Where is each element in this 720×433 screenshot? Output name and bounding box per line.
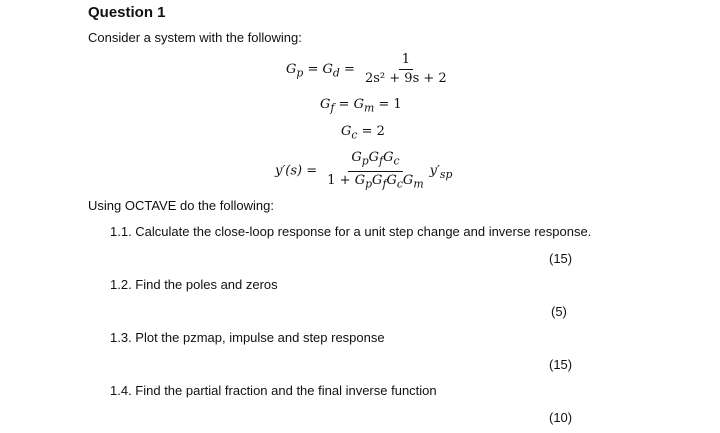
fraction-numerator: 1 bbox=[399, 52, 413, 70]
equation-plant-disturbance: $G_p = G_d$ = $\frac{1}{\text{2s² + 9s + 2}}$ bbox=[286, 52, 453, 87]
fraction-transfer bbox=[362, 52, 450, 87]
fraction-closed-loop bbox=[324, 150, 426, 192]
question-title: Question 1 bbox=[88, 4, 166, 21]
instructions-heading: Using OCTAVE do the following: bbox=[88, 198, 274, 213]
fraction-denominator: 2s² + 9s + 2 bbox=[364, 71, 447, 86]
task-item: 1.1. Calculate the close-loop response for a unit step change and inverse response. bbox=[110, 224, 592, 239]
task-marks: (15) bbox=[549, 357, 573, 372]
question-intro: Consider a system with the following: bbox=[88, 30, 302, 45]
task-marks: (5) bbox=[551, 304, 567, 319]
task-item: 1.4. Find the partial fraction and the final inverse function bbox=[110, 383, 437, 398]
task-item: 1.2. Find the poles and zeros bbox=[110, 277, 278, 292]
closed-loop-numerator: $G_pG_fG_c$ bbox=[348, 150, 402, 172]
equation-controller: $G_c = 2$ bbox=[341, 124, 385, 142]
closed-loop-denominator: $1 + G_pG_fG_cG_m$ bbox=[327, 172, 424, 191]
task-item: 1.3. Plot the pzmap, impulse and step response bbox=[110, 330, 385, 345]
equation-filter-measurement: $G_f = G_m = 1$ bbox=[320, 97, 402, 115]
equation-closed-loop: y′(s) = $\frac{G_pG_fG_c}{1 + G_pG_fG_cG_m}$ $y'_{sp}$ bbox=[275, 150, 453, 191]
task-marks: (15) bbox=[549, 251, 573, 266]
task-marks: (10) bbox=[549, 410, 573, 425]
